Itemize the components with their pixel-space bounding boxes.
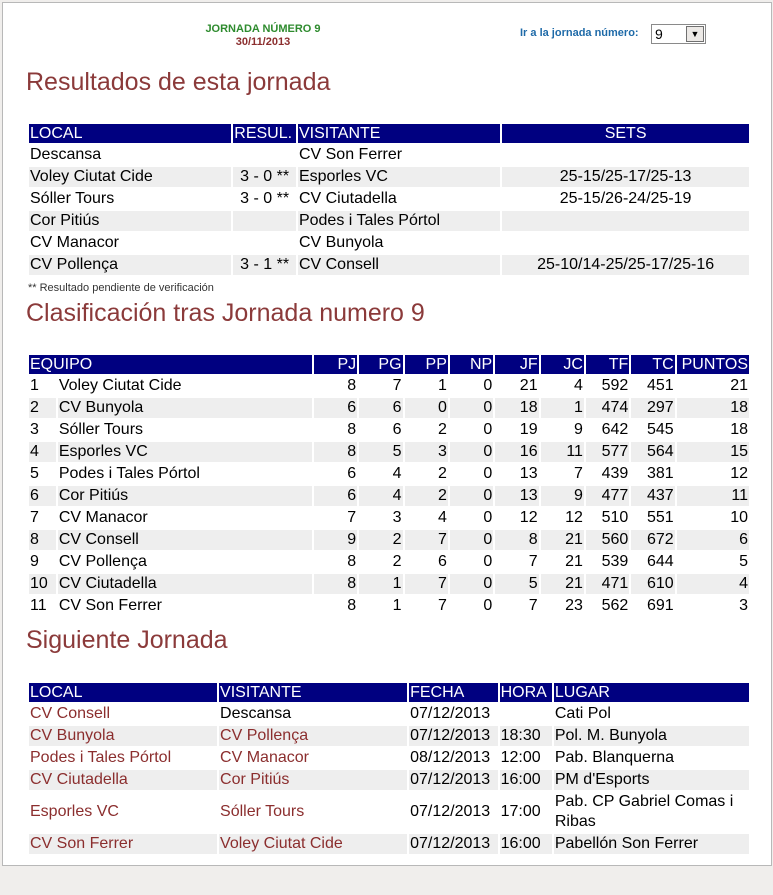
standing-points: 5 (739, 553, 748, 570)
next-header-fecha: FECHA (409, 683, 497, 702)
standing-pp: 2 (437, 421, 447, 438)
next-venue: Pab. Blanquerna (554, 749, 675, 766)
next-date: 07/12/2013 (409, 726, 497, 746)
standing-jf: 12 (519, 509, 538, 526)
standing-tf: 477 (586, 486, 629, 506)
standing-tf: 577 (586, 442, 629, 462)
standings-table (27, 353, 751, 618)
standing-pj: 6 (314, 486, 357, 506)
standing-points: 10 (730, 509, 748, 526)
standing-jf: 18 (495, 398, 538, 418)
standing-np: 0 (450, 574, 493, 594)
standing-pp: 0 (405, 398, 448, 418)
standing-points: 11 (677, 486, 749, 506)
next-local-team[interactable]: Podes i Tales Pórtol (30, 749, 172, 766)
standing-points: 18 (677, 398, 749, 418)
result-score (233, 233, 296, 253)
table-row (29, 398, 749, 418)
standing-position: 1 (30, 377, 39, 394)
result-sets: 25-15/26-24/25-19 (559, 190, 692, 207)
results-header-visitante: VISITANTE (298, 124, 500, 143)
result-visitor-team: CV Consell (298, 255, 500, 275)
standings-header-np: NP (450, 355, 493, 374)
table-row (29, 552, 749, 572)
standing-pg: 7 (392, 377, 402, 394)
jornada-header (183, 23, 343, 49)
standing-pj: 6 (314, 398, 357, 418)
result-visitor-team: Esporles VC (298, 167, 500, 187)
standing-jc: 9 (574, 421, 583, 438)
next-time: 16:00 (500, 770, 552, 790)
standing-pj: 7 (347, 509, 357, 526)
next-header-visitante: VISITANTE (219, 683, 407, 702)
goto-jornada-label: Ir a la jornada número: (520, 27, 639, 39)
standing-points: 4 (677, 574, 749, 594)
standing-points: 3 (739, 597, 748, 614)
next-venue: Pol. M. Bunyola (554, 726, 749, 746)
table-row (29, 420, 749, 440)
standing-tc: 437 (631, 486, 674, 506)
standing-jc: 21 (541, 574, 584, 594)
table-row (29, 233, 749, 253)
table-row (29, 189, 749, 209)
standing-tf: 474 (586, 398, 629, 418)
standing-team: Voley Ciutat Cide (58, 377, 182, 394)
table-row (29, 508, 749, 528)
next-date: 07/12/2013 (410, 803, 491, 820)
standing-pj: 8 (347, 553, 357, 570)
next-local-team[interactable]: CV Consell (30, 705, 111, 722)
standing-jc: 1 (541, 398, 584, 418)
standing-pj: 8 (314, 574, 357, 594)
next-visitor-team[interactable]: CV Manacor (220, 749, 309, 766)
table-row (29, 211, 749, 231)
standing-points: 12 (730, 465, 748, 482)
standings-header-pj: PJ (314, 355, 357, 374)
standing-pg: 3 (392, 509, 402, 526)
result-visitor-team: CV Ciutadella (298, 190, 397, 207)
jornada-select-value: 9 (655, 26, 663, 42)
standing-position: 7 (30, 509, 39, 526)
result-score (233, 211, 296, 231)
next-local-team[interactable]: CV Son Ferrer (29, 834, 217, 854)
results-header-local: LOCAL (29, 124, 231, 143)
table-row (29, 464, 749, 484)
next-local-team[interactable]: CV Bunyola (29, 726, 217, 746)
standing-pg: 6 (359, 398, 402, 418)
standing-jf: 19 (519, 421, 538, 438)
standing-pp: 7 (437, 597, 447, 614)
standing-np: 0 (483, 377, 493, 394)
standing-tf: 471 (586, 574, 629, 594)
next-visitor-team: Descansa (220, 705, 292, 722)
next-venue: Pabellón Son Ferrer (554, 834, 749, 854)
result-score: 3 - 0 ** (240, 190, 290, 207)
standing-tf: 439 (601, 465, 629, 482)
standing-pg: 1 (392, 597, 402, 614)
table-row (29, 770, 749, 790)
standing-jc: 21 (541, 530, 584, 550)
next-header-lugar: LUGAR (554, 683, 749, 702)
standing-tf: 510 (601, 509, 629, 526)
result-sets (502, 233, 749, 253)
next-local-team[interactable]: CV Ciutadella (29, 770, 217, 790)
next-time: 18:30 (500, 726, 552, 746)
jornada-date: 30/11/2013 (235, 36, 291, 48)
result-sets (502, 211, 749, 231)
table-row (29, 530, 749, 550)
next-table (27, 681, 751, 856)
next-date: 07/12/2013 (409, 770, 497, 790)
next-date: 07/12/2013 (410, 705, 491, 722)
result-sets (502, 145, 749, 165)
standing-np: 0 (450, 486, 493, 506)
standing-pg: 1 (359, 574, 402, 594)
standing-np: 0 (483, 509, 493, 526)
standing-team: Cor Pitiús (58, 486, 312, 506)
standing-pj: 8 (347, 421, 357, 438)
standing-position: 4 (29, 442, 56, 462)
standing-jc: 9 (541, 486, 584, 506)
standing-position: 5 (30, 465, 39, 482)
result-score: 3 - 0 ** (233, 167, 296, 187)
standing-pj: 8 (314, 442, 357, 462)
standing-pj: 8 (347, 377, 357, 394)
results-table (27, 122, 751, 277)
standing-team: Esporles VC (58, 442, 312, 462)
standing-jf: 16 (495, 442, 538, 462)
next-time: 17:00 (500, 803, 541, 820)
table-row (29, 596, 749, 616)
standings-header-tf: TF (586, 355, 629, 374)
table-row (29, 167, 749, 187)
result-local-team: Cor Pitiús (29, 211, 231, 231)
standing-pg: 5 (359, 442, 402, 462)
standing-np: 0 (483, 553, 493, 570)
result-visitor-team: Podes i Tales Pórtol (298, 211, 500, 231)
standing-pp: 2 (405, 486, 448, 506)
standing-tc: 451 (646, 377, 674, 394)
standing-team: CV Manacor (58, 509, 148, 526)
standing-team: CV Pollença (58, 553, 147, 570)
table-row (29, 834, 749, 854)
table-row (29, 376, 749, 396)
standing-tf: 539 (601, 553, 629, 570)
result-score: 3 - 1 ** (233, 255, 296, 275)
result-local-team: Voley Ciutat Cide (29, 167, 231, 187)
standings-heading: Clasificación tras Jornada numero 9 (26, 299, 425, 327)
standing-np: 0 (483, 421, 493, 438)
standing-pj: 9 (314, 530, 357, 550)
table-row (29, 574, 749, 594)
next-visitor-team[interactable]: CV Pollença (219, 726, 407, 746)
standing-team: CV Son Ferrer (58, 597, 162, 614)
table-row (29, 145, 749, 165)
standing-tc: 672 (631, 530, 674, 550)
standing-jf: 5 (495, 574, 538, 594)
standing-pg: 4 (359, 486, 402, 506)
standing-position: 3 (30, 421, 39, 438)
table-row (29, 704, 749, 724)
next-visitor-team[interactable]: Voley Ciutat Cide (219, 834, 407, 854)
table-row (29, 486, 749, 506)
standing-np: 0 (450, 530, 493, 550)
standing-position: 2 (29, 398, 56, 418)
result-score (233, 145, 296, 165)
standing-points: 15 (677, 442, 749, 462)
standing-jc: 21 (565, 553, 583, 570)
standing-pg: 2 (392, 553, 402, 570)
standing-pg: 2 (359, 530, 402, 550)
page-panel (2, 2, 772, 866)
standing-tc: 551 (646, 509, 674, 526)
table-row (29, 792, 749, 832)
results-heading: Resultados de esta jornada (26, 68, 331, 96)
chevron-down-icon[interactable]: ▼ (686, 26, 704, 42)
results-header-sets: SETS (502, 124, 749, 143)
standings-header-pp: PP (405, 355, 448, 374)
next-header-local: LOCAL (29, 683, 217, 702)
result-visitor-team: CV Son Ferrer (298, 146, 403, 163)
jornada-title: JORNADA NÚMERO 9 (205, 23, 321, 35)
result-sets: 25-15/25-17/25-13 (502, 167, 749, 187)
standing-pp: 2 (437, 465, 447, 482)
standing-pj: 8 (347, 597, 357, 614)
standing-jc: 23 (565, 597, 583, 614)
result-local-team: Descansa (30, 146, 102, 163)
next-time: 12:00 (500, 749, 541, 766)
result-local-team: CV Pollença (29, 255, 231, 275)
standing-team: Sóller Tours (58, 421, 144, 438)
standings-header-jc: JC (541, 355, 584, 374)
standing-jc: 7 (574, 465, 583, 482)
next-local-team[interactable]: Esporles VC (30, 803, 119, 820)
table-row (29, 726, 749, 746)
standing-jc: 12 (565, 509, 583, 526)
standing-jf: 7 (528, 597, 538, 614)
standings-header-pg: PG (359, 355, 402, 374)
standing-pg: 4 (392, 465, 402, 482)
standing-points: 6 (677, 530, 749, 550)
standing-pp: 4 (437, 509, 447, 526)
standing-tc: 691 (646, 597, 674, 614)
table-row (29, 442, 749, 462)
result-local-team: CV Manacor (30, 234, 119, 251)
standing-points: 21 (730, 377, 748, 394)
next-venue: Pab. CP Gabriel Comas i Ribas (554, 793, 734, 830)
table-row (29, 748, 749, 768)
result-sets: 25-10/14-25/25-17/25-16 (502, 255, 749, 275)
next-date: 08/12/2013 (410, 749, 491, 766)
standing-pp: 6 (437, 553, 447, 570)
standing-position: 9 (30, 553, 39, 570)
standing-np: 0 (450, 442, 493, 462)
standing-np: 0 (450, 398, 493, 418)
standing-position: 8 (29, 530, 56, 550)
standing-pp: 7 (405, 530, 448, 550)
standing-team: CV Consell (58, 530, 312, 550)
standing-jf: 8 (495, 530, 538, 550)
next-time (500, 704, 552, 724)
standing-jf: 13 (519, 465, 538, 482)
standing-tf: 642 (601, 421, 629, 438)
standing-position: 10 (29, 574, 56, 594)
next-venue: Cati Pol (554, 705, 611, 722)
standing-tf: 560 (586, 530, 629, 550)
standing-jf: 7 (528, 553, 538, 570)
next-visitor-team[interactable]: Sóller Tours (220, 803, 305, 820)
standing-tc: 610 (631, 574, 674, 594)
standing-tc: 381 (646, 465, 674, 482)
standing-pp: 7 (405, 574, 448, 594)
standing-position: 11 (30, 597, 47, 614)
standing-np: 0 (483, 597, 493, 614)
standing-tc: 545 (646, 421, 674, 438)
standing-tc: 644 (646, 553, 674, 570)
standing-jf: 13 (495, 486, 538, 506)
standing-tc: 564 (631, 442, 674, 462)
next-time: 16:00 (500, 834, 552, 854)
result-visitor-team: CV Bunyola (298, 234, 384, 251)
table-row (29, 255, 749, 275)
standing-jc: 4 (574, 377, 583, 394)
standing-np: 0 (483, 465, 493, 482)
standings-header-puntos: PUNTOS (677, 355, 749, 374)
standing-pj: 6 (347, 465, 357, 482)
next-visitor-team[interactable]: Cor Pitiús (219, 770, 407, 790)
standing-tc: 297 (631, 398, 674, 418)
jornada-select[interactable] (651, 24, 706, 44)
standing-pp: 1 (437, 377, 447, 394)
results-header-resul: RESUL. (233, 124, 296, 143)
next-heading: Siguiente Jornada (26, 626, 228, 654)
standing-team: CV Bunyola (58, 398, 312, 418)
standings-header-jf: JF (495, 355, 538, 374)
next-date: 07/12/2013 (409, 834, 497, 854)
standing-team: CV Ciutadella (58, 574, 312, 594)
standing-jf: 21 (519, 377, 538, 394)
standing-points: 18 (730, 421, 748, 438)
standing-tf: 562 (601, 597, 629, 614)
standing-tf: 592 (601, 377, 629, 394)
standing-position: 6 (29, 486, 56, 506)
next-venue: PM d'Esports (554, 770, 749, 790)
standing-pp: 3 (405, 442, 448, 462)
next-header-hora: HORA (500, 683, 552, 702)
standing-jc: 11 (541, 442, 584, 462)
result-local-team: Sóller Tours (30, 190, 115, 207)
verification-note: ** Resultado pendiente de verificación (28, 282, 214, 294)
standing-team: Podes i Tales Pórtol (58, 465, 200, 482)
standing-pg: 6 (392, 421, 402, 438)
standings-header-equipo: EQUIPO (29, 355, 312, 374)
standings-header-tc: TC (631, 355, 674, 374)
